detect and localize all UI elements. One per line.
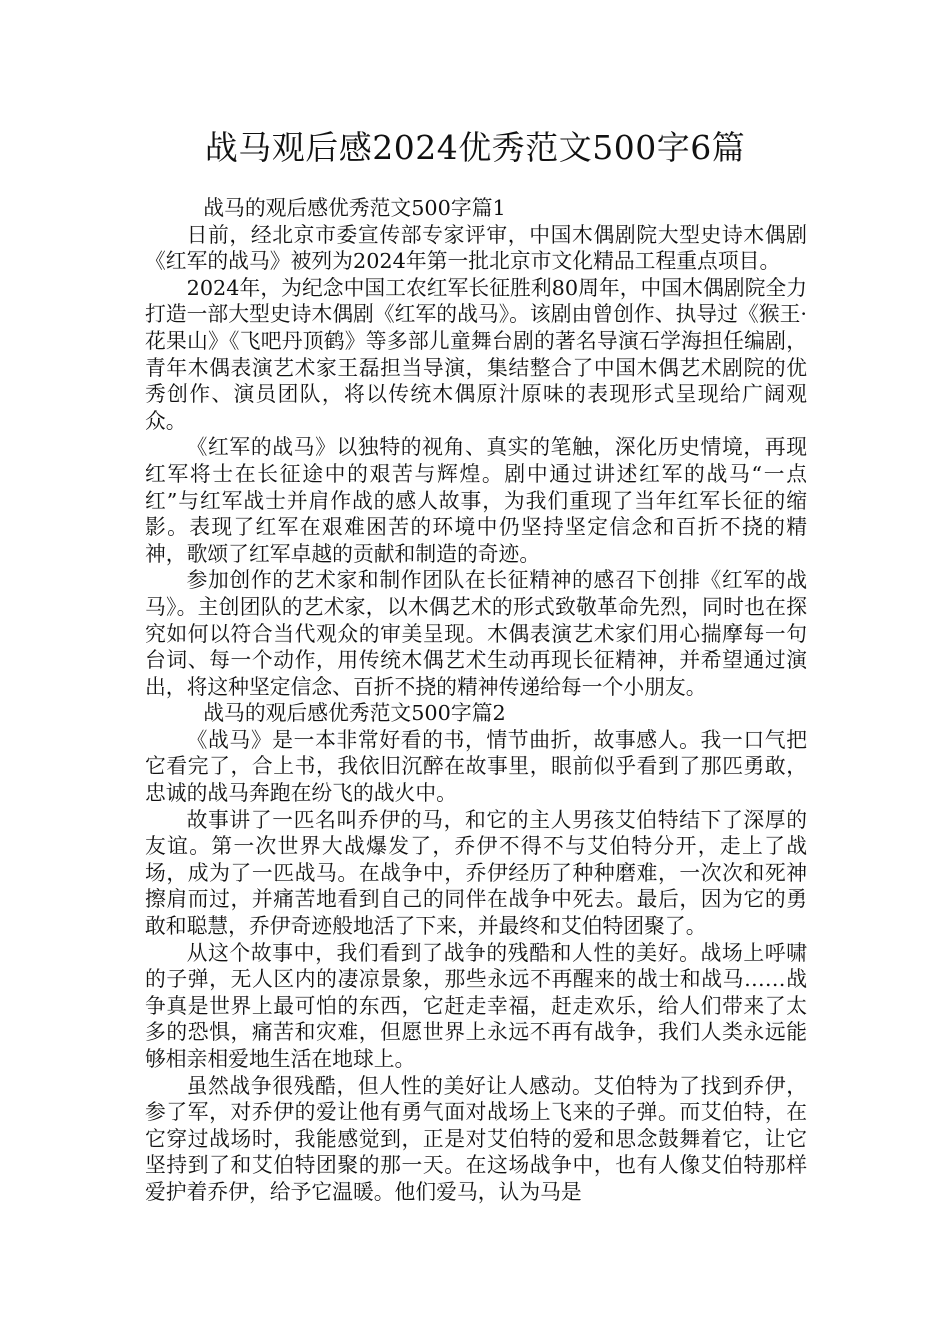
section-heading-2: 战马的观后感优秀范文500字篇2 (203, 701, 506, 726)
paragraph: 《红军的战马》以独特的视角、真实的笔触，深化历史情境，再现红军将士在长征途中的艰苦与辉煌。剧中通过讲述红军的战马“一点红”与红军战士并肩作战的感人故事，为我们重现了当年红军长征的缩影。表现了红军在艰难困苦的环境中仍坚持坚定信念和百折不挠的精神，歌颂了红军卓越的贡献和制造的奇迹。 (145, 435, 807, 566)
document-title: 战马观后感2024优秀范文500字6篇 (204, 128, 746, 167)
document-body (145, 195, 807, 1206)
section-heading-1: 战马的观后感优秀范文500字篇1 (203, 196, 506, 220)
paragraph: 日前，经北京市委宣传部专家评审，中国木偶剧院大型史诗木偶剧《红军的战马》被列为2024年第一批北京市文化精品工程重点项目。 (145, 222, 807, 274)
paragraph: 从这个故事中，我们看到了战争的残酷和人性的美好。战场上呼啸的子弹，无人区内的凄凉景象，那些永远不再醒来的战士和战马……战争真是世界上最可怕的东西，它赶走幸福，赶走欢乐，给人们带来了太多的恐惧，痛苦和灾难，但愿世界上永远不再有战争，我们人类永远能够相亲相爱地生活在地球上。 (145, 940, 807, 1071)
paragraph: 《战马》是一本非常好看的书，情节曲折，故事感人。我一口气把它看完了，合上书，我依旧沉醉在故事里，眼前似乎看到了那匹勇敢，忠诚的战马奔跑在纷飞的战火中。 (145, 727, 807, 806)
paragraph: 虽然战争很残酷，但人性的美好让人感动。艾伯特为了找到乔伊，参了军，对乔伊的爱让他有勇气面对战场上飞来的子弹。而艾伯特，在它穿过战场时，我能感觉到，正是对艾伯特的爱和思念鼓舞着它，让它坚持到了和艾伯特团聚的那一天。在这场战争中，也有人像艾伯特那样爱护着乔伊，给予它温暖。他们爱马，认为马是 (145, 1073, 807, 1204)
paragraph: 参加创作的艺术家和制作团队在长征精神的感召下创排《红军的战马》。主创团队的艺术家，以木偶艺术的形式致敬革命先烈，同时也在探究如何以符合当代观众的审美呈现。木偶表演艺术家们用心揣摩每一句台词、每一个动作，用传统木偶艺术生动再现长征精神，并希望通过演出，将这种坚定信念、百折不挠的精神传递给每一个小朋友。 (145, 568, 807, 699)
paragraph: 故事讲了一匹名叫乔伊的马，和它的主人男孩艾伯特结下了深厚的友谊。第一次世界大战爆发了，乔伊不得不与艾伯特分开，走上了战场，成为了一匹战马。在战争中，乔伊经历了种种磨难，一次次和死神擦肩而过，并痛苦地看到自己的同伴在战争中死去。最后，因为它的勇敢和聪慧，乔伊奇迹般地活了下来，并最终和艾伯特团聚了。 (145, 807, 807, 939)
paragraph: 2024年，为纪念中国工农红军长征胜利80周年，中国木偶剧院全力打造一部大型史诗木偶剧《红军的战马》。该剧由曾创作、执导过《猴王·花果山》《飞吧丹顶鹤》等多部儿童舞台剧的著名导演石学海担任编剧，青年木偶表演艺术家王磊担当导演，集结整合了中国木偶艺术剧院的优秀创作、演员团队，将以传统木偶原汁原味的表现形式呈现给广阔观众。 (145, 275, 807, 433)
